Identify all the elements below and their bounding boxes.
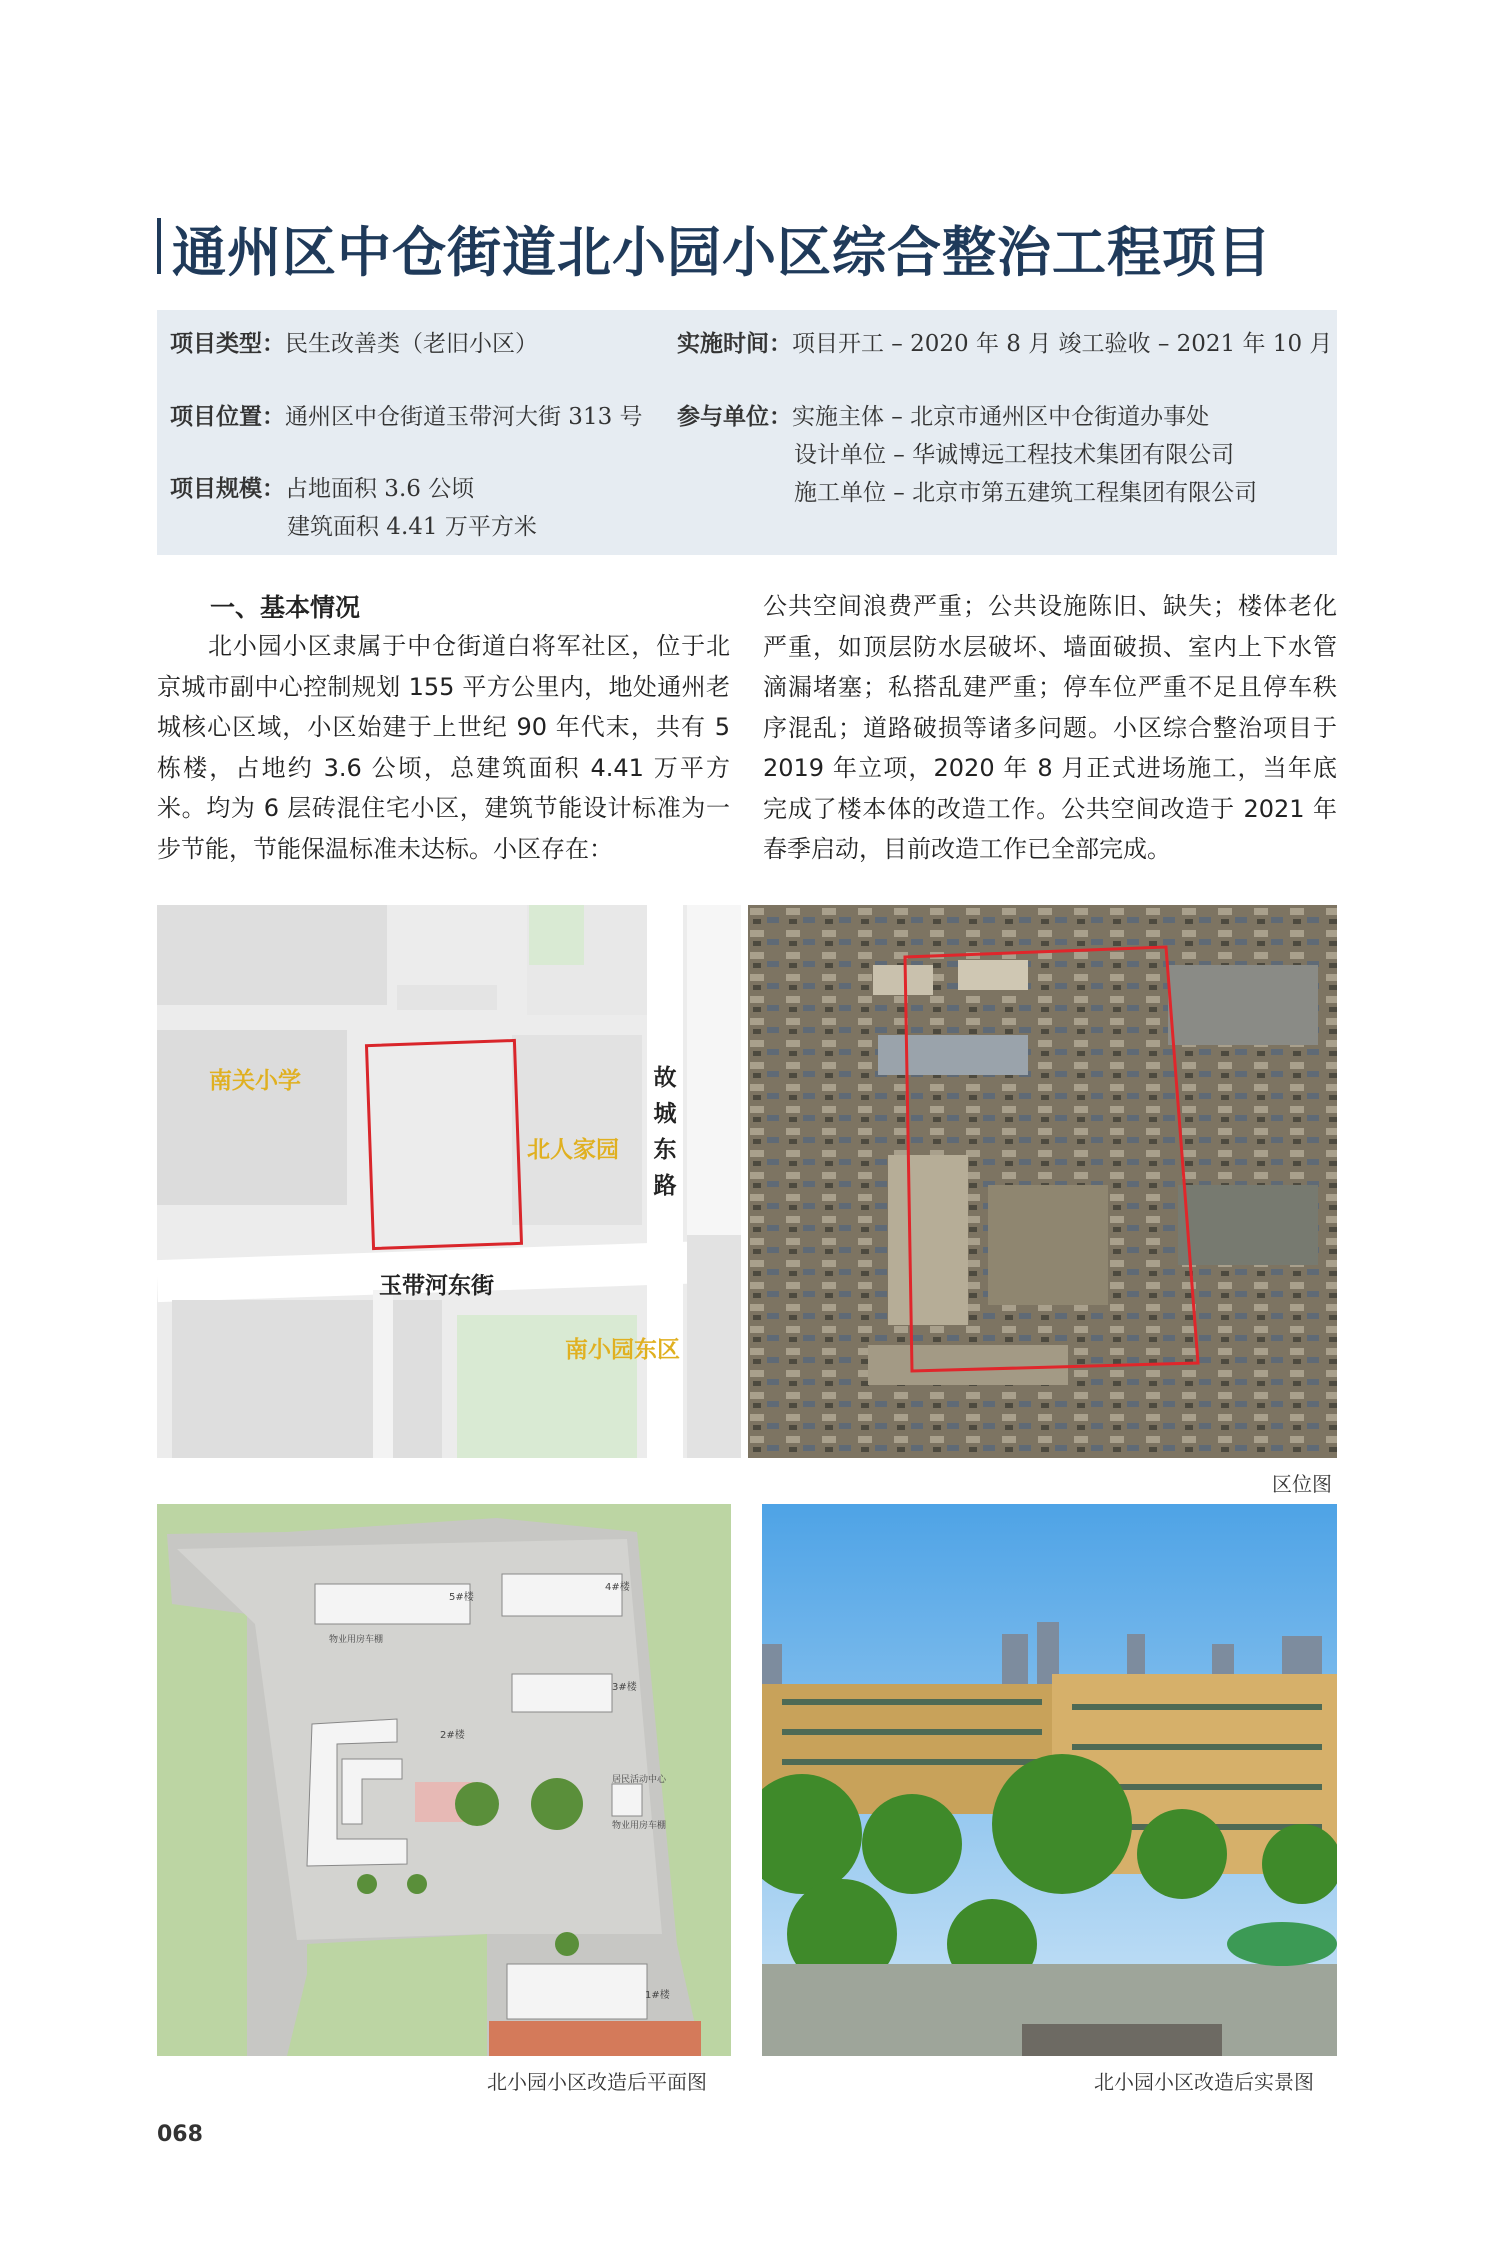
plan-label-bldg-2: 2#楼 <box>440 1730 465 1741</box>
info-scale: 项目规模：占地面积 3.6 公顷 建筑面积 4.41 万平方米 <box>170 476 537 540</box>
info-schedule: 实施时间：项目开工 – 2020 年 8 月 竣工验收 – 2021 年 10 月 <box>677 331 1333 357</box>
after-renovation-photo <box>762 1504 1337 2056</box>
info-participants: 参与单位：实施主体 – 北京市通州区中仓街道办事处 设计单位 – 华诚博远工程技术集团有限公司 施工单位 – 北京市第五建筑工程集团有限公司 <box>677 404 1258 506</box>
caption-photo: 北小园小区改造后实景图 <box>1094 2070 1314 2094</box>
plan-label-bldg-1: 1#楼 <box>645 1990 670 2001</box>
section-heading-basic: 一、基本情况 <box>210 593 361 622</box>
plan-label-activity-center: 居民活动中心 <box>612 1775 667 1785</box>
page-number: 068 <box>157 2122 203 2147</box>
map-label-nanxiaoyuan: 南小园东区 <box>565 1337 680 1363</box>
caption-site-plan: 北小园小区改造后平面图 <box>487 2070 707 2094</box>
site-plan <box>157 1504 731 2056</box>
info-project-type: 项目类型：民生改善类（老旧小区） <box>170 331 538 357</box>
page-title: 通州区中仓街道北小园小区综合整治工程项目 <box>172 221 1272 284</box>
map-label-south-street: 玉带河东街 <box>379 1273 494 1299</box>
aerial-photo <box>748 905 1337 1458</box>
map-label-school: 南关小学 <box>209 1068 301 1094</box>
body-paragraph-right: 公共空间浪费严重；公共设施陈旧、缺失；楼体老化严重，如顶层防水层破坏、墙面破损、室内上下水管滴漏堵塞；私搭乱建严重；停车位严重不足且停车秩序混乱；道路破损等诸多问题。小区综合整治项目于 2019 年立项，2020 年 8 月正式进场施工，当年底完成了楼本体的改造工作。公共空间改造于 2021 年春季启动，目前改造工作已全部完成。 <box>763 592 1337 863</box>
plan-label-bldg-5: 5#楼 <box>449 1592 474 1603</box>
caption-location-map: 区位图 <box>1272 1472 1332 1496</box>
body-paragraph-left: 北小园小区隶属于中仓街道白将军社区，位于北京城市副中心控制规划 155 平方公里内，地处通州老城核心区域，小区始建于上世纪 90 年代末，共有 5 栋楼，占地约 3.6 公顷，总建筑面积 4.41 万平方米。均为 6 层砖混住宅小区，建筑节能设计标准为一步节能，节能保温标准未达标。小区存在： <box>157 632 730 863</box>
map-label-beirenjiayuan: 北人家园 <box>527 1137 619 1163</box>
plan-label-bldg-3: 3#楼 <box>612 1682 637 1693</box>
plan-label-bldg-4: 4#楼 <box>605 1582 630 1593</box>
location-map <box>157 905 741 1458</box>
plan-label-parking-north: 物业用房车棚 <box>329 1635 384 1645</box>
info-location: 项目位置：通州区中仓街道玉带河大街 313 号 <box>170 404 643 430</box>
title-accent-bar <box>157 218 161 274</box>
map-label-east-road: 故城东路 <box>653 1065 677 1199</box>
plan-label-parking-east: 物业用房车棚 <box>612 1821 667 1831</box>
